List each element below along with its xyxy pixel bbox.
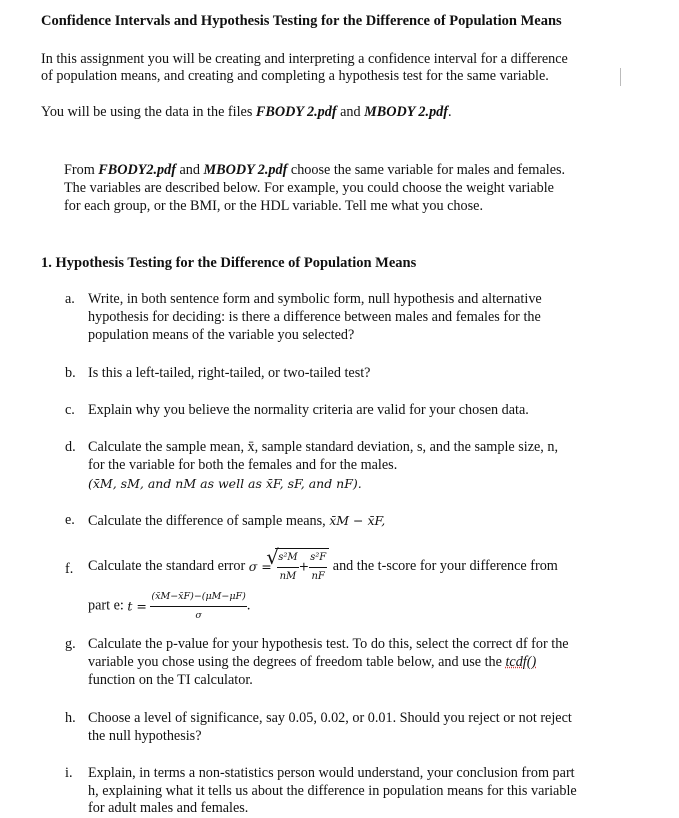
item-i-line-1: Explain, in terms a non-statistics person would understand, your conclusion from part: [88, 765, 575, 781]
item-g-text: variable you chose using the degrees of freedom table below, and use the: [88, 654, 506, 670]
item-f-line-2: [88, 588, 648, 621]
item-e-line-1: [88, 512, 648, 531]
item-f-line-1: [88, 545, 648, 584]
t-equals: t =: [127, 598, 147, 614]
item-a-label: a.: [65, 291, 75, 307]
item-f-label: f.: [65, 561, 74, 577]
item-e-math: x̄M − x̄F,: [329, 513, 386, 528]
item-d-line-3: (x̄M, sM, and nM as well as x̄F, sF, and nF).: [88, 476, 362, 491]
standard-error-radical: √ $\frac{\text{s²M}}{nM}$ + $\frac{\text{s²F}}{nF}$: [275, 548, 329, 585]
from-file-mbody: MBODY 2.pdf: [203, 162, 288, 178]
item-d-label: d.: [65, 439, 76, 455]
item-f-part-e: part e:: [88, 597, 128, 614]
data-line-prefix: You will be using the data in the files: [41, 104, 256, 120]
item-e-text: Calculate the difference of sample means,: [88, 513, 330, 529]
item-i-label: i.: [65, 765, 73, 781]
item-a-line-2: hypothesis for deciding: is there a difference between males and females for the: [88, 309, 541, 325]
female-variance-fraction: $\frac{\text{s²F}}{nF}$: [309, 549, 327, 585]
document-title: Confidence Intervals and Hypothesis Testing for the Difference of Population Means: [41, 13, 562, 29]
and-text: and: [336, 104, 365, 120]
item-h-line-2: the null hypothesis?: [88, 728, 202, 744]
item-c-label: c.: [65, 402, 75, 418]
item-f-text: Calculate the standard error: [88, 557, 249, 574]
t-score-fraction: $\frac{(x̄M-x̄F)-(\mu M-\mu F)}{\sigma}$: [150, 588, 246, 624]
item-g-line-1: Calculate the p-value for your hypothesis test. To do this, select the correct df for the: [88, 636, 569, 652]
item-a-line-3: population means of the variable you selected?: [88, 327, 355, 343]
from-line-1: [64, 162, 644, 179]
file-mbody: MBODY 2.pdf: [364, 104, 448, 120]
from-and: and: [175, 162, 204, 178]
item-b-line-1: Is this a left-tailed, right-tailed, or two-tailed test?: [88, 365, 371, 381]
data-files-line: [41, 104, 452, 121]
section-heading: 1. Hypothesis Testing for the Difference of Population Means: [41, 255, 417, 271]
from-line-3: for each group, or the BMI, or the HDL variable. Tell me what you chose.: [64, 198, 483, 214]
item-g-line-3: function on the TI calculator.: [88, 672, 253, 688]
period: .: [447, 104, 452, 120]
item-h-line-1: Choose a level of significance, say 0.05, 0.02, or 0.01. Should you reject or not reject: [88, 710, 572, 726]
sigma-equals: σ =: [248, 558, 272, 574]
male-variance-fraction: $\frac{\text{s²M}}{nM}$: [277, 549, 298, 585]
from-prefix: From: [64, 162, 99, 178]
from-file-fbody: FBODY2.pdf: [98, 162, 176, 178]
item-c-line-1: Explain why you believe the normality criteria are valid for your chosen data.: [88, 402, 529, 418]
item-e-label: e.: [65, 512, 75, 528]
item-f-rest: and the t-score for your difference from: [329, 557, 558, 574]
item-g-label: g.: [65, 636, 76, 652]
item-a-line-1: Write, in both sentence form and symbolic form, null hypothesis and alternative: [88, 291, 542, 307]
from-rest: choose the same variable for males and females.: [287, 162, 566, 178]
item-f-end: .: [246, 597, 251, 614]
item-i-line-2: h, explaining what it tells us about the difference in population means for this variable: [88, 783, 577, 799]
item-b-label: b.: [65, 365, 76, 381]
item-h-label: h.: [65, 710, 76, 726]
intro-line-2: of population means, and creating and completing a hypothesis test for the same variable.: [41, 68, 549, 84]
from-line-2: The variables are described below. For example, you could choose the weight variable: [64, 180, 554, 196]
text-cursor: [620, 68, 621, 86]
tcdf-function: tcdf(): [505, 654, 537, 670]
item-d-line-2: for the variable for both the females and for the males.: [88, 457, 398, 473]
item-i-line-3: for adult males and females.: [88, 800, 249, 816]
item-d-line-1: Calculate the sample mean, x̄, sample standard deviation, s, and the sample size, n,: [88, 439, 559, 455]
file-fbody: FBODY 2.pdf: [255, 104, 337, 120]
item-g-line-2: [88, 654, 648, 672]
intro-line-1: In this assignment you will be creating and interpreting a confidence interval for a difference: [41, 51, 568, 67]
